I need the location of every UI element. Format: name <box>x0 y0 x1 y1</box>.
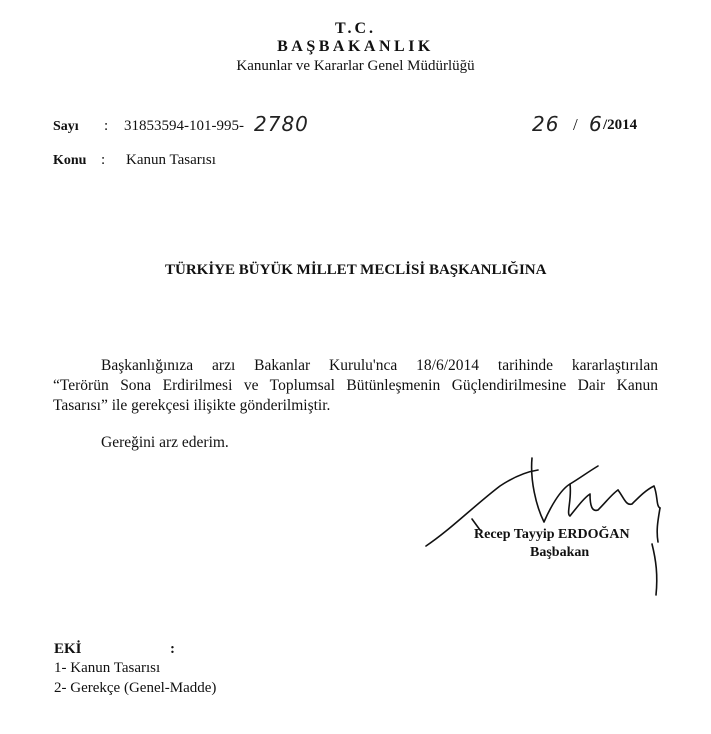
header-institution: BAŞBAKANLIK <box>277 38 434 55</box>
signatory-title: Başbakan <box>530 545 590 560</box>
date-year: /2014 <box>603 117 638 133</box>
signature-scribble <box>420 450 711 600</box>
sayi-label: Sayı <box>53 119 79 134</box>
signatory-name: Recep Tayyip ERDOĞAN <box>474 527 630 542</box>
date-month-handwritten: 6 <box>589 112 603 136</box>
header-department: Kanunlar ve Kararlar Genel Müdürlüğü <box>236 58 475 74</box>
body-line-2: “Terörün Sona Erdirilmesi ve Toplumsal Bütünleşmenin Güçlendirilmesine Dair Kanun <box>53 377 658 394</box>
date-separator: / <box>573 115 578 134</box>
attachments-separator: : <box>170 641 175 657</box>
body-paragraph <box>53 356 658 416</box>
sayi-separator: : <box>104 118 109 134</box>
konu-label: Konu <box>53 153 87 168</box>
konu-separator: : <box>101 152 106 168</box>
sayi-handwritten-number: 2780 <box>254 112 309 136</box>
attachment-item-2: 2- Gerekçe (Genel-Madde) <box>54 680 217 696</box>
attachment-item-1: 1- Kanun Tasarısı <box>54 660 161 676</box>
addressee: TÜRKİYE BÜYÜK MİLLET MECLİSİ BAŞKANLIĞINA <box>165 262 547 278</box>
body-line-1: Başkanlığınıza arzı Bakanlar Kurulu'nca 18/6/2014 tarihinde kararlaştırılan <box>101 357 658 374</box>
closing-text: Gereğini arz ederim. <box>101 434 229 451</box>
date-day-handwritten: 26 <box>532 112 560 136</box>
konu-value: Kanun Tasarısı <box>126 152 216 168</box>
body-line-3: Tasarısı” ile gerekçesi ilişikte gönderilmiştir. <box>53 397 331 414</box>
header-tc: T.C. <box>334 20 377 37</box>
sayi-number: 31853594-101-995- <box>124 118 244 134</box>
attachments-label: EKİ <box>54 641 82 657</box>
